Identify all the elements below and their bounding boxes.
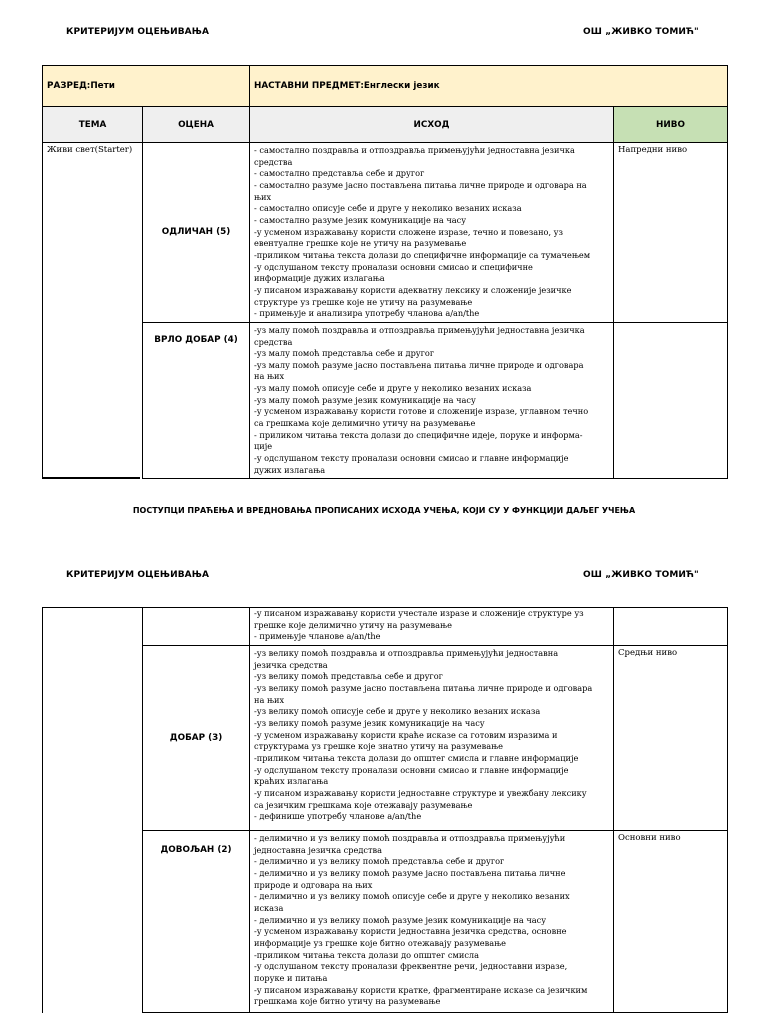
outcome-line: -у усменом изражавању користи једноставна језичка средства, основне (254, 926, 567, 937)
criteria-table-1 (42, 65, 728, 479)
outcome-line: ције (254, 441, 273, 452)
table-row (43, 608, 728, 646)
outcome-line: - приликом читања текста долази до специфичне идеје, поруке и информа- (254, 429, 583, 440)
outcome-line: на њих (254, 371, 285, 382)
outcome-line: информације уз грешке које битно отежавају разумевање (254, 937, 506, 948)
outcome-line: њих (254, 191, 272, 202)
outcome-line: са језичким грешкама које отежавају разумевање (254, 799, 473, 810)
outcome-line: -у одслушаном тексту проналази фреквентне речи, једноставни изразе, (254, 961, 568, 972)
outcome-line: -у одслушаном тексту проналази основни смисао и специфичне (254, 261, 533, 272)
outcome-line: природе и одговара на њих (254, 879, 373, 890)
outcome-line: -у усменом изражавању користи краће исказе са готовим изразима и (254, 729, 558, 740)
outcome-line: средства (254, 156, 293, 167)
document-header-left: КРИТЕРИЈУМ ОЦЕЊИВАЊА (66, 570, 210, 580)
school-name-header: ОШ „ЖИВКО ТОМИЋ" (583, 570, 699, 580)
outcome-line: -у писаном изражавању користи једноставне структуре и увежбану лексику (254, 787, 587, 798)
outcome-cell (250, 608, 614, 646)
table-bottom-rule (42, 477, 140, 479)
level-cell (614, 608, 728, 646)
column-header-outcome: ИСХОД (250, 107, 614, 143)
outcome-line: једноставна језичка средства (254, 844, 382, 855)
outcome-line: - дефинише употребу чланове a/an/the (254, 811, 422, 822)
column-header-theme: ТЕМА (43, 107, 143, 143)
outcome-line: - примењује и анализира употребу чланова a/an/the (254, 308, 480, 319)
outcome-line: грешкама које битно утичу на разумевање (254, 996, 441, 1007)
outcome-line: - делимично и уз велику помоћ описује себе и друге у неколико везаних (254, 891, 570, 902)
outcome-line: средства (254, 336, 293, 347)
outcome-line: - самостално разуме јасно постављена питања личне природе и одговара на (254, 179, 587, 190)
subject-label: НАСТАВНИ ПРЕДМЕТ:Енглески језик (254, 81, 440, 91)
grade-cell: ОДЛИЧАН (5) (143, 143, 250, 323)
section-caption: ПОСТУПЦИ ПРАЋЕЊА И ВРЕДНОВАЊА ПРОПИСАНИХ ИСХОДА УЧЕЊА, КОЈИ СУ У ФУНКЦИЈИ ДАЉЕГ УЧЕЊА (132, 506, 636, 515)
level-cell: Средњи ниво (614, 646, 728, 831)
outcome-line: информације дужих излагања (254, 273, 385, 284)
outcome-line: - делимично и уз велику помоћ поздравља и отпоздравља примењујући (254, 833, 566, 843)
outcome-line: на њих (254, 694, 285, 705)
outcome-cell (250, 143, 614, 323)
grade-cell: ВРЛО ДОБАР (4) (143, 322, 250, 479)
outcome-line: -у писаном изражавању користи кратке, фрагментиране исказе са језичким (254, 984, 588, 995)
grade-cell: ДОВОЉАН (2) (143, 831, 250, 1013)
outcome-line: -уз малу помоћ представља себе и другог (254, 348, 435, 359)
level-cell: Основни ниво (614, 831, 728, 1013)
outcome-line: - самостално поздравља и отпоздравља примењујући једноставна језичка (254, 145, 575, 155)
outcome-line: -уз малу помоћ описује себе и друге у неколико везаних исказа (254, 383, 532, 394)
outcome-line: -уз малу помоћ разуме јасно постављена питања личне природе и одговара (254, 359, 584, 370)
table-row (43, 646, 728, 831)
outcome-line: -у одслушаном тексту проналази основни смисао и главне информације (254, 453, 569, 464)
outcome-line: - делимично и уз велику помоћ разуме језик комуникације на часу (254, 914, 547, 925)
outcome-line: -уз велику помоћ разуме језик комуникације на часу (254, 717, 485, 728)
grade-class-cell (43, 66, 250, 107)
grade-cell: ДОБАР (3) (143, 646, 250, 831)
outcome-line: краћих излагања (254, 776, 329, 787)
outcome-line: -у писаном изражавању користи адекватну лексику и сложеније језичке (254, 284, 572, 295)
table-row (43, 143, 728, 323)
outcome-line: исказа (254, 902, 284, 913)
outcome-cell (250, 322, 614, 479)
theme-cell (43, 143, 143, 479)
outcome-line: -уз велику помоћ представља себе и другог (254, 671, 443, 682)
grade-class-label: РАЗРЕД:Пети (47, 81, 115, 91)
outcome-line: - самостално разуме језик комуникације на часу (254, 214, 467, 225)
column-header-level: НИВО (614, 107, 728, 143)
outcome-line: -уз малу помоћ поздравља и отпоздравља примењујући једноставна језичка (254, 324, 585, 335)
outcome-line: - делимично и уз велику помоћ представља себе и другог (254, 856, 505, 867)
outcome-line: са грешкама које делимично утичу на разумевање (254, 418, 476, 429)
theme-label: Живи свет(Starter) (47, 145, 133, 155)
outcome-line: грешке које делимично утичу на разумевање (254, 619, 452, 630)
level-cell (614, 322, 728, 479)
outcome-line: -у писаном изражавању користи учестале изразе и сложеније структуре уз (254, 608, 584, 618)
outcome-line: -приликом читања текста долази до специфичне информације са тумачењем (254, 249, 591, 260)
outcome-cell (250, 646, 614, 831)
outcome-line: - примењује чланове a/an/the (254, 631, 381, 642)
outcome-line: -уз велику помоћ поздравља и отпоздравља примењујући једноставна (254, 648, 559, 658)
outcome-line: -приликом читања текста долази до општег смисла (254, 949, 479, 960)
outcome-line: -уз велику помоћ разуме јасно постављена питања личне природе и одговара (254, 682, 593, 693)
outcome-line: језичка средства (254, 659, 328, 670)
table-row (43, 322, 728, 479)
outcome-line: структуре уз грешке које не утичу на разумевање (254, 296, 473, 307)
subject-cell (250, 66, 728, 107)
outcome-line: -приликом читања текста долази до општег смисла и главне информације (254, 752, 579, 763)
criteria-table-2 (42, 607, 728, 1013)
outcome-line: - делимично и уз велику помоћ разуме јасно постављена питања личне (254, 867, 566, 878)
school-name-header: ОШ „ЖИВКО ТОМИЋ" (583, 27, 699, 37)
outcome-line: поруке и питања (254, 972, 328, 983)
outcome-line: дужих излагања (254, 464, 326, 475)
outcome-line: -уз малу помоћ разуме језик комуникације на часу (254, 394, 476, 405)
outcome-line: структурама уз грешке које знатно утичу на разумевање (254, 741, 503, 752)
outcome-line: -уз велику помоћ описује себе и друге у неколико везаних исказа (254, 706, 541, 717)
outcome-cell (250, 831, 614, 1013)
outcome-line: - самостално представља себе и другог (254, 168, 425, 179)
outcome-line: - самостално описује себе и друге у неколико везаних исказа (254, 203, 522, 214)
table-row (43, 831, 728, 1013)
grade-cell (143, 608, 250, 646)
outcome-line: -у усменом изражавању користи сложене изразе, течно и повезано, уз (254, 226, 563, 237)
theme-cell (43, 608, 143, 1013)
level-cell: Напредни ниво (614, 143, 728, 323)
outcome-line: евентуалне грешке које не утичу на разумевање (254, 238, 467, 249)
document-header-left: КРИТЕРИЈУМ ОЦЕЊИВАЊА (66, 27, 210, 37)
outcome-line: -у одслушаном тексту проналази основни смисао и главне информације (254, 764, 569, 775)
column-header-grade: ОЦЕНА (143, 107, 250, 143)
outcome-line: -у усменом изражавању користи готове и сложеније изразе, углавном течно (254, 406, 589, 417)
